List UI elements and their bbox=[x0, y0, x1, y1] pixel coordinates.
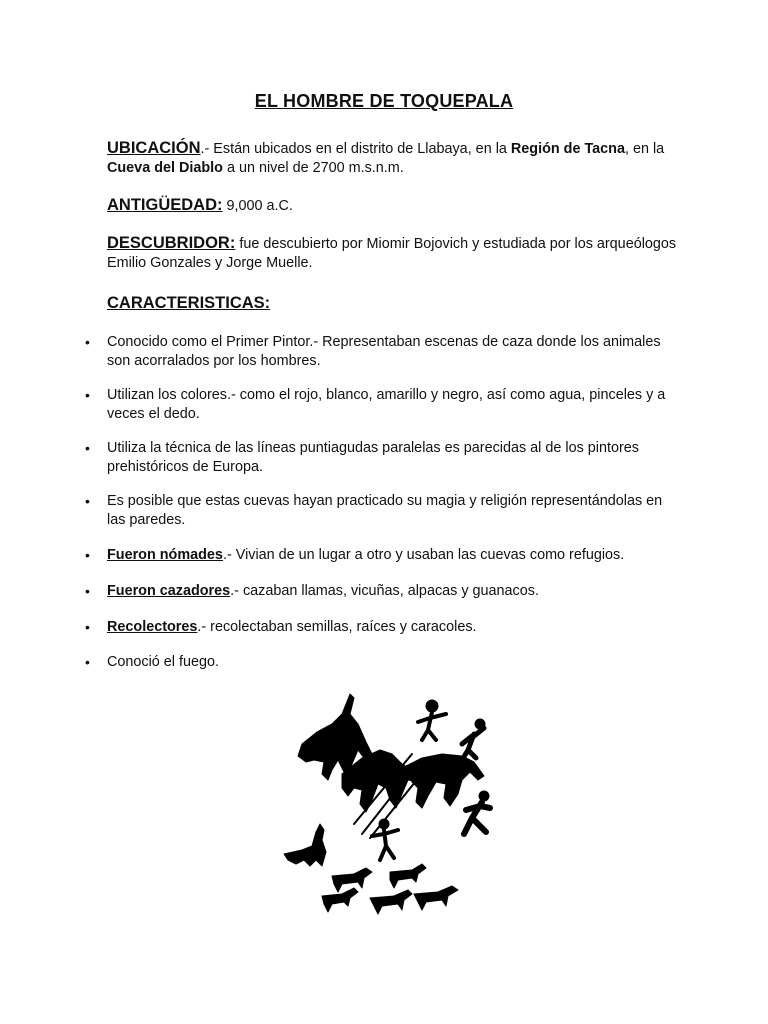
caracteristicas-heading: CARACTERISTICAS: bbox=[107, 294, 271, 312]
bullet-icon: • bbox=[85, 493, 90, 509]
animal-figure bbox=[370, 890, 412, 914]
ubicacion-heading: UBICACIÓN bbox=[107, 139, 201, 157]
list-item-text: Utilizan los colores.- como el rojo, blanco, amarillo y negro, así como agua, pinceles y a veces el dedo. bbox=[107, 387, 666, 422]
cave-painting-illustration bbox=[262, 684, 502, 924]
list-item bbox=[85, 546, 677, 565]
ubicacion-cueva: Cueva del Diablo bbox=[107, 160, 223, 176]
list-item-bold: Recolectores bbox=[107, 619, 198, 635]
bullet-icon: • bbox=[85, 583, 90, 599]
descubridor-colon: : bbox=[229, 234, 236, 252]
list-item-bold: Fueron cazadores bbox=[107, 583, 231, 599]
list-item-text: Es posible que estas cuevas hayan practicado su magia y religión representándolas en las paredes. bbox=[107, 493, 663, 528]
antiguedad-colon: : bbox=[217, 196, 223, 214]
caracteristicas-section bbox=[107, 294, 687, 314]
list-item-text: Conoció el fuego. bbox=[107, 654, 220, 670]
list-item-bold: Fueron nómades bbox=[107, 547, 223, 563]
bullet-icon: • bbox=[85, 440, 90, 456]
descubridor-text: fue descubierto por Miomir Bojovich y estudiada por los arqueólogos Emilio Gonzales y Jorge Muelle. bbox=[107, 236, 677, 271]
list-item-text: .- cazaban llamas, vicuñas, alpacas y guanacos. bbox=[230, 583, 539, 599]
bullet-icon: • bbox=[85, 334, 90, 350]
descubridor-heading: DESCUBRIDOR bbox=[107, 234, 230, 252]
animal-figure bbox=[332, 868, 372, 892]
llama-figure bbox=[284, 824, 326, 866]
human-figure bbox=[379, 819, 389, 829]
descubridor-section bbox=[107, 234, 687, 273]
bullet-icon: • bbox=[85, 654, 90, 670]
list-item bbox=[85, 653, 677, 672]
animal-figure bbox=[390, 864, 426, 888]
ubicacion-section bbox=[107, 139, 687, 178]
list-item bbox=[85, 439, 677, 477]
list-item bbox=[85, 618, 677, 637]
antiguedad-section bbox=[107, 196, 687, 216]
list-item bbox=[85, 492, 677, 530]
list-item-text: .- recolectaban semillas, raíces y caracoles. bbox=[197, 619, 477, 635]
animal-figure bbox=[402, 754, 484, 808]
ubicacion-text-3: a un nivel de 2700 m.s.n.m. bbox=[222, 160, 404, 176]
ubicacion-text-1: .- Están ubicados en el distrito de Llabaya, en la bbox=[200, 141, 511, 157]
list-item bbox=[85, 333, 677, 371]
animal-figure bbox=[322, 888, 358, 912]
list-item-text: Utiliza la técnica de las líneas puntiagudas paralelas es parecidas al de los pintores prehistóricos de Europa. bbox=[107, 440, 639, 475]
list-item-text: Conocido como el Primer Pintor.- Representaban escenas de caza donde los animales son acorralados por los hombres. bbox=[107, 334, 661, 369]
animal-figure bbox=[414, 886, 458, 910]
document-title: EL HOMBRE DE TOQUEPALA bbox=[254, 91, 514, 111]
antiguedad-heading: ANTIGÜEDAD bbox=[107, 196, 217, 214]
bullet-icon: • bbox=[85, 619, 90, 635]
list-item bbox=[85, 386, 677, 424]
list-item-text: .- Vivian de un lugar a otro y usaban las cuevas como refugios. bbox=[222, 547, 625, 563]
bullet-icon: • bbox=[85, 547, 90, 563]
list-item bbox=[85, 582, 677, 601]
ubicacion-text-2: , en la bbox=[624, 141, 665, 157]
bullet-icon: • bbox=[85, 387, 90, 403]
ubicacion-region: Región de Tacna bbox=[510, 141, 625, 157]
antiguedad-value: 9,000 a.C. bbox=[222, 198, 293, 214]
